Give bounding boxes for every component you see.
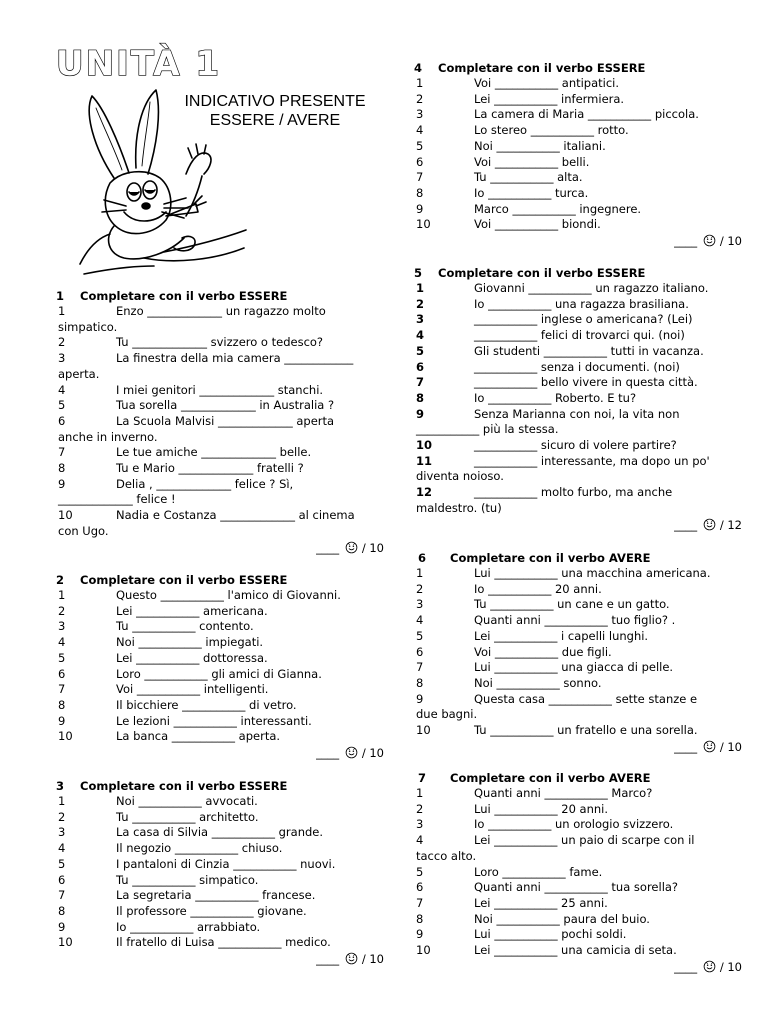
exercise-instruction: Completare con il verbo ESSERE (80, 779, 288, 793)
item-number: 9 (416, 406, 425, 421)
item-sentence-continuation[interactable]: maldestro. (tu) (416, 500, 502, 515)
item-number: 1 (416, 76, 424, 90)
exercise-2 (56, 572, 386, 762)
exercise-item (414, 645, 744, 661)
item-sentence[interactable]: Il negozio ___________ chiuso. (116, 841, 283, 856)
exercise-title (56, 778, 386, 794)
item-number: 6 (58, 666, 66, 681)
item-sentence[interactable]: Tu ___________ alta. (474, 170, 583, 185)
heading-line-2: ESSERE / AVERE (209, 112, 341, 129)
exercise-item (56, 904, 386, 920)
item-sentence[interactable]: Enzo _____________ un ragazzo molto (116, 304, 326, 318)
exercise-1 (56, 288, 386, 557)
exercise-item (414, 912, 744, 928)
item-number: 5 (58, 856, 66, 871)
item-sentence[interactable]: ___________ molto furbo, ma anche (474, 485, 673, 500)
exercise-title (56, 572, 386, 588)
exercise-item (414, 566, 744, 582)
exercise-number: 1 (56, 289, 65, 303)
item-number: 3 (416, 817, 424, 832)
item-sentence[interactable]: Lei ___________ un paio di scarpe con il (474, 833, 695, 848)
item-sentence[interactable]: Lei ___________ 25 anni. (474, 895, 608, 910)
exercise-item (414, 613, 744, 629)
item-number: 3 (58, 351, 66, 366)
item-number: 8 (58, 903, 66, 918)
item-number: 2 (416, 296, 425, 311)
exercise-item (414, 186, 744, 202)
exercise-item (414, 344, 744, 360)
score-blank[interactable]: ____ (674, 739, 701, 754)
item-sentence[interactable]: La segretaria ___________ francese. (116, 888, 316, 903)
score-line (56, 745, 386, 762)
item-sentence[interactable]: Voi ___________ biondi. (474, 217, 601, 232)
item-number: 1 (416, 566, 424, 580)
item-number: 5 (416, 138, 424, 153)
exercise-item (414, 170, 744, 186)
item-sentence[interactable]: Io ___________ arrabbiato. (116, 919, 261, 934)
score-line (414, 233, 744, 250)
item-number: 1 (58, 304, 66, 318)
score-total: / 10 (719, 959, 742, 974)
item-number: 5 (416, 864, 424, 879)
exercise-item (56, 935, 386, 951)
item-sentence[interactable]: Loro ___________ fame. (474, 864, 603, 879)
exercise-title (414, 770, 744, 786)
exercise-item (414, 155, 744, 171)
exercise-item (414, 281, 744, 297)
exercise-number: 3 (56, 779, 65, 793)
item-sentence-continuation[interactable]: diventa noioso. (416, 469, 504, 484)
item-sentence[interactable]: Voi ___________ antipatici. (474, 76, 620, 90)
item-number: 8 (416, 390, 425, 405)
item-sentence[interactable]: Noi ___________ italiani. (474, 138, 606, 153)
item-sentence[interactable]: Quanti anni ___________ Marco? (474, 786, 653, 800)
exercise-item (56, 841, 386, 857)
item-sentence[interactable]: Voi ___________ belli. (474, 154, 590, 169)
item-sentence[interactable]: Questo ___________ l'amico di Giovanni. (116, 588, 341, 602)
item-number: 10 (416, 438, 433, 453)
item-sentence[interactable]: Tu ___________ contento. (116, 619, 254, 634)
score-line (414, 517, 744, 534)
item-sentence[interactable]: Lei ___________ una camicia di seta. (474, 943, 677, 958)
exercise-item (414, 865, 744, 881)
item-sentence[interactable]: I pantaloni di Cinzia ___________ nuovi. (116, 856, 336, 871)
exercise-title (414, 60, 744, 76)
item-sentence[interactable]: ___________ senza i documenti. (noi) (474, 359, 680, 374)
item-sentence[interactable]: Giovanni ___________ un ragazzo italiano. (474, 281, 709, 295)
score-total: / 10 (719, 739, 742, 754)
item-number: 7 (416, 170, 424, 185)
item-sentence[interactable]: La camera di Maria ___________ piccola. (474, 107, 699, 122)
exercise-item (56, 888, 386, 904)
exercise-item (414, 692, 744, 723)
exercise-5 (414, 265, 744, 534)
exercise-item (56, 508, 386, 539)
item-number: 6 (58, 872, 66, 887)
exercise-item (414, 927, 744, 943)
exercise-item (56, 714, 386, 730)
exercise-item (414, 880, 744, 896)
item-sentence[interactable]: Lei ___________ americana. (116, 603, 268, 618)
item-sentence[interactable]: ___________ inglese o americana? (Lei) (474, 312, 693, 327)
exercise-3 (56, 778, 386, 968)
item-sentence-continuation[interactable]: _____________ felice ! (58, 492, 176, 507)
exercise-instruction: Completare con il verbo ESSERE (80, 289, 288, 303)
score-total: / 10 (361, 952, 384, 967)
item-number: 5 (416, 343, 425, 358)
item-number: 9 (58, 476, 66, 491)
exercise-item (414, 786, 744, 802)
item-number: 8 (58, 461, 66, 476)
item-sentence[interactable]: Gli studenti ___________ tutti in vacanza. (474, 343, 704, 358)
item-number: 2 (416, 801, 424, 816)
item-number: 2 (58, 809, 66, 824)
item-sentence[interactable]: La banca ___________ aperta. (116, 729, 281, 744)
item-sentence[interactable]: ___________ sicuro di volere partire? (474, 438, 677, 453)
item-sentence[interactable]: Delia , _____________ felice ? Sì, (116, 476, 294, 491)
item-sentence[interactable]: Nadia e Costanza _____________ al cinema (116, 508, 355, 523)
exercise-title (414, 265, 744, 281)
item-sentence[interactable]: Tu ___________ simpatico. (116, 872, 259, 887)
exercise-item (56, 810, 386, 826)
unit-title: UNITÀ 1 (56, 44, 222, 84)
exercise-number: 4 (414, 61, 423, 75)
item-number: 8 (416, 675, 424, 690)
item-number: 4 (416, 123, 424, 138)
item-sentence-continuation[interactable]: due bagni. (416, 707, 478, 722)
item-sentence[interactable]: Tu ___________ un cane e un gatto. (474, 597, 670, 612)
item-number: 10 (416, 217, 431, 232)
item-number: 10 (416, 723, 431, 738)
exercise-instruction: Completare con il verbo ESSERE (438, 266, 646, 280)
item-sentence[interactable]: Lei ___________ infermiera. (474, 91, 625, 106)
exercise-item (56, 682, 386, 698)
item-sentence[interactable]: Noi ___________ avvocati. (116, 794, 258, 808)
score-total: / 12 (719, 517, 742, 532)
score-blank[interactable]: ____ (316, 540, 343, 555)
exercise-item (414, 438, 744, 454)
score-total: / 10 (361, 746, 384, 761)
exercise-item (56, 398, 386, 414)
item-sentence[interactable]: La finestra della mia camera ____________ (116, 351, 354, 366)
item-number: 4 (58, 635, 66, 650)
score-blank[interactable]: ____ (674, 959, 701, 974)
item-number: 3 (58, 619, 66, 634)
exercise-item (414, 139, 744, 155)
exercise-item (414, 454, 744, 485)
item-sentence[interactable]: Lei ___________ dottoressa. (116, 650, 268, 665)
item-sentence[interactable]: Io ___________ una ragazza brasiliana. (474, 296, 689, 311)
item-number: 2 (58, 603, 66, 618)
item-sentence-continuation[interactable]: con Ugo. (58, 523, 109, 538)
item-sentence[interactable]: ___________ interessante, ma dopo un po' (474, 453, 710, 468)
exercise-item (56, 873, 386, 889)
exercise-4 (414, 60, 744, 250)
score-blank[interactable]: ____ (316, 746, 343, 761)
item-number: 4 (58, 841, 66, 856)
item-sentence[interactable]: Le lezioni ___________ interessanti. (116, 713, 312, 728)
item-number: 6 (416, 359, 425, 374)
item-sentence[interactable]: Lui ___________ 20 anni. (474, 801, 609, 816)
smiley-face-icon (703, 518, 716, 531)
exercise-item (414, 312, 744, 328)
item-sentence-continuation[interactable]: tacco alto. (416, 848, 477, 863)
item-number: 3 (416, 107, 424, 122)
exercise-item (414, 896, 744, 912)
smiley-face-icon (345, 952, 358, 965)
item-sentence[interactable]: Lui ___________ una giacca di pelle. (474, 660, 674, 675)
item-sentence[interactable]: Noi ___________ sonno. (474, 675, 602, 690)
exercise-item (56, 651, 386, 667)
exercise-instruction: Completare con il verbo ESSERE (438, 61, 646, 75)
item-sentence-continuation[interactable]: simpatico. (58, 319, 118, 334)
item-sentence[interactable]: Il bicchiere ___________ di vetro. (116, 697, 297, 712)
item-number: 10 (58, 729, 73, 744)
exercise-item (56, 304, 386, 335)
exercise-number: 5 (414, 266, 423, 280)
exercise-item (414, 407, 744, 438)
exercise-item (414, 217, 744, 233)
item-number: 7 (416, 375, 425, 390)
score-line (414, 739, 744, 756)
exercise-item (56, 604, 386, 620)
exercise-item (56, 477, 386, 508)
item-number: 12 (416, 485, 433, 500)
item-number: 1 (58, 588, 66, 602)
item-number: 7 (58, 445, 66, 460)
item-sentence[interactable]: ___________ felici di trovarci qui. (noi) (474, 328, 685, 343)
exercise-item (56, 825, 386, 841)
exercise-item (414, 485, 744, 516)
item-sentence[interactable]: Le tue amiche _____________ belle. (116, 445, 312, 460)
exercise-item (414, 123, 744, 139)
item-number: 1 (58, 794, 66, 808)
item-number: 10 (416, 943, 431, 958)
item-sentence[interactable]: Tu e Mario _____________ fratelli ? (116, 461, 304, 476)
item-sentence[interactable]: Io ___________ un orologio svizzero. (474, 817, 674, 832)
item-number: 1 (416, 786, 424, 800)
item-number: 9 (416, 927, 424, 942)
item-number: 4 (58, 382, 66, 397)
exercise-6 (414, 550, 744, 756)
item-number: 6 (416, 644, 424, 659)
exercise-item (56, 667, 386, 683)
smiley-face-icon (703, 740, 716, 753)
item-number: 5 (58, 650, 66, 665)
exercise-item (414, 660, 744, 676)
item-sentence[interactable]: Tu ___________ un fratello e una sorella. (474, 723, 698, 738)
exercise-item (56, 857, 386, 873)
score-line (56, 951, 386, 968)
exercise-item (414, 297, 744, 313)
item-number: 11 (416, 453, 433, 468)
score-blank[interactable]: ____ (674, 517, 701, 532)
exercise-item (414, 597, 744, 613)
exercise-item (414, 202, 744, 218)
exercise-item (414, 723, 744, 739)
exercise-item (56, 920, 386, 936)
exercise-7 (414, 770, 744, 976)
score-total: / 10 (361, 540, 384, 555)
item-number: 9 (416, 691, 424, 706)
item-number: 4 (416, 613, 424, 628)
item-sentence[interactable]: Io ___________ Roberto. E tu? (474, 390, 637, 405)
exercise-item (56, 335, 386, 351)
score-blank[interactable]: ____ (674, 234, 701, 249)
exercise-item (56, 383, 386, 399)
item-number: 8 (416, 185, 424, 200)
item-sentence-continuation[interactable]: aperta. (58, 366, 100, 381)
exercise-item (414, 328, 744, 344)
item-sentence[interactable]: Noi ___________ impiegati. (116, 635, 264, 650)
exercise-item (414, 107, 744, 123)
item-sentence[interactable]: Noi ___________ paura del buio. (474, 911, 650, 926)
exercise-item (414, 360, 744, 376)
item-number: 3 (58, 825, 66, 840)
item-sentence-continuation[interactable]: anche in inverno. (58, 429, 158, 444)
exercise-item (56, 729, 386, 745)
item-sentence[interactable]: I miei genitori _____________ stanchi. (116, 382, 324, 397)
item-number: 9 (58, 713, 66, 728)
item-number: 6 (58, 413, 66, 428)
item-number: 3 (416, 312, 425, 327)
item-number: 7 (58, 888, 66, 903)
item-sentence[interactable]: Tu ___________ architetto. (116, 809, 259, 824)
item-sentence[interactable]: Senza Marianna con noi, la vita non (474, 406, 680, 421)
item-number: 7 (58, 682, 66, 697)
item-sentence[interactable]: Loro ___________ gli amici di Gianna. (116, 666, 322, 681)
item-sentence[interactable]: Marco ___________ ingegnere. (474, 201, 642, 216)
item-number: 8 (416, 911, 424, 926)
item-sentence[interactable]: Quanti anni ___________ tuo figlio? . (474, 613, 676, 628)
exercise-number: 7 (418, 771, 427, 785)
exercise-item (414, 833, 744, 864)
item-number: 10 (58, 508, 73, 523)
item-number: 2 (416, 91, 424, 106)
score-total: / 10 (719, 234, 742, 249)
score-blank[interactable]: ____ (316, 952, 343, 967)
item-number: 4 (416, 328, 425, 343)
exercise-item (414, 943, 744, 959)
exercise-item (414, 676, 744, 692)
item-sentence[interactable]: Quanti anni ___________ tua sorella? (474, 880, 679, 895)
item-sentence[interactable]: La Scuola Malvisi _____________ aperta (116, 413, 335, 428)
item-sentence[interactable]: ___________ bello vivere in questa città. (474, 375, 698, 390)
item-sentence[interactable]: La casa di Silvia ___________ grande. (116, 825, 324, 840)
exercise-instruction: Completare con il verbo ESSERE (80, 573, 288, 587)
item-number: 1 (416, 281, 425, 295)
item-number: 9 (58, 919, 66, 934)
cartoon-rabbit-illustration (74, 88, 250, 278)
exercise-item (56, 414, 386, 445)
exercise-item (56, 698, 386, 714)
item-number: 6 (416, 880, 424, 895)
item-number: 5 (416, 628, 424, 643)
exercise-instruction: Completare con il verbo AVERE (450, 551, 651, 565)
score-line (414, 959, 744, 976)
item-sentence[interactable]: Lui ___________ una macchina americana. (474, 566, 711, 580)
exercise-item (56, 619, 386, 635)
item-sentence[interactable]: Tua sorella _____________ in Australia ? (116, 398, 335, 413)
item-number: 7 (416, 895, 424, 910)
item-number: 4 (416, 833, 424, 848)
exercise-instruction: Completare con il verbo AVERE (450, 771, 651, 785)
exercise-item (414, 76, 744, 92)
item-sentence[interactable]: Lui ___________ pochi soldi. (474, 927, 627, 942)
item-sentence[interactable]: Tu _____________ svizzero o tedesco? (116, 335, 324, 350)
item-sentence[interactable]: Voi ___________ due figli. (474, 644, 612, 659)
item-sentence-continuation[interactable]: ___________ più la stessa. (416, 422, 559, 437)
item-number: 2 (416, 581, 424, 596)
item-number: 6 (416, 154, 424, 169)
exercise-item (56, 794, 386, 810)
exercise-item (414, 391, 744, 407)
item-sentence[interactable]: Lei ___________ i capelli lunghi. (474, 628, 649, 643)
item-number: 2 (58, 335, 66, 350)
smiley-face-icon (703, 234, 716, 247)
exercise-title (56, 288, 386, 304)
item-number: 7 (416, 660, 424, 675)
exercise-item (414, 582, 744, 598)
smiley-face-icon (703, 960, 716, 973)
item-sentence[interactable]: Voi ___________ intelligenti. (116, 682, 269, 697)
exercise-item (414, 92, 744, 108)
item-number: 3 (416, 597, 424, 612)
exercise-item (56, 445, 386, 461)
item-sentence[interactable]: Io ___________ 20 anni. (474, 581, 602, 596)
exercise-item (56, 461, 386, 477)
exercise-item (414, 817, 744, 833)
exercise-item (56, 351, 386, 382)
item-number: 5 (58, 398, 66, 413)
exercise-item (414, 802, 744, 818)
smiley-face-icon (345, 541, 358, 554)
exercise-title (414, 550, 744, 566)
item-sentence[interactable]: Questa casa ___________ sette stanze e (474, 691, 698, 706)
exercise-number: 2 (56, 573, 65, 587)
item-number: 9 (416, 201, 424, 216)
item-sentence[interactable]: Lo stereo ___________ rotto. (474, 123, 629, 138)
item-number: 8 (58, 697, 66, 712)
exercise-item (414, 629, 744, 645)
item-sentence[interactable]: Il professore ___________ giovane. (116, 903, 307, 918)
heading-line-1: INDICATIVO PRESENTE (184, 93, 366, 110)
item-number: 10 (58, 935, 73, 950)
exercise-item (56, 588, 386, 604)
exercise-number: 6 (418, 551, 427, 565)
item-sentence[interactable]: Il fratello di Luisa ___________ medico. (116, 935, 331, 950)
score-line (56, 540, 386, 557)
exercise-item (414, 375, 744, 391)
item-sentence[interactable]: Io ___________ turca. (474, 185, 589, 200)
smiley-face-icon (345, 746, 358, 759)
exercise-item (56, 635, 386, 651)
